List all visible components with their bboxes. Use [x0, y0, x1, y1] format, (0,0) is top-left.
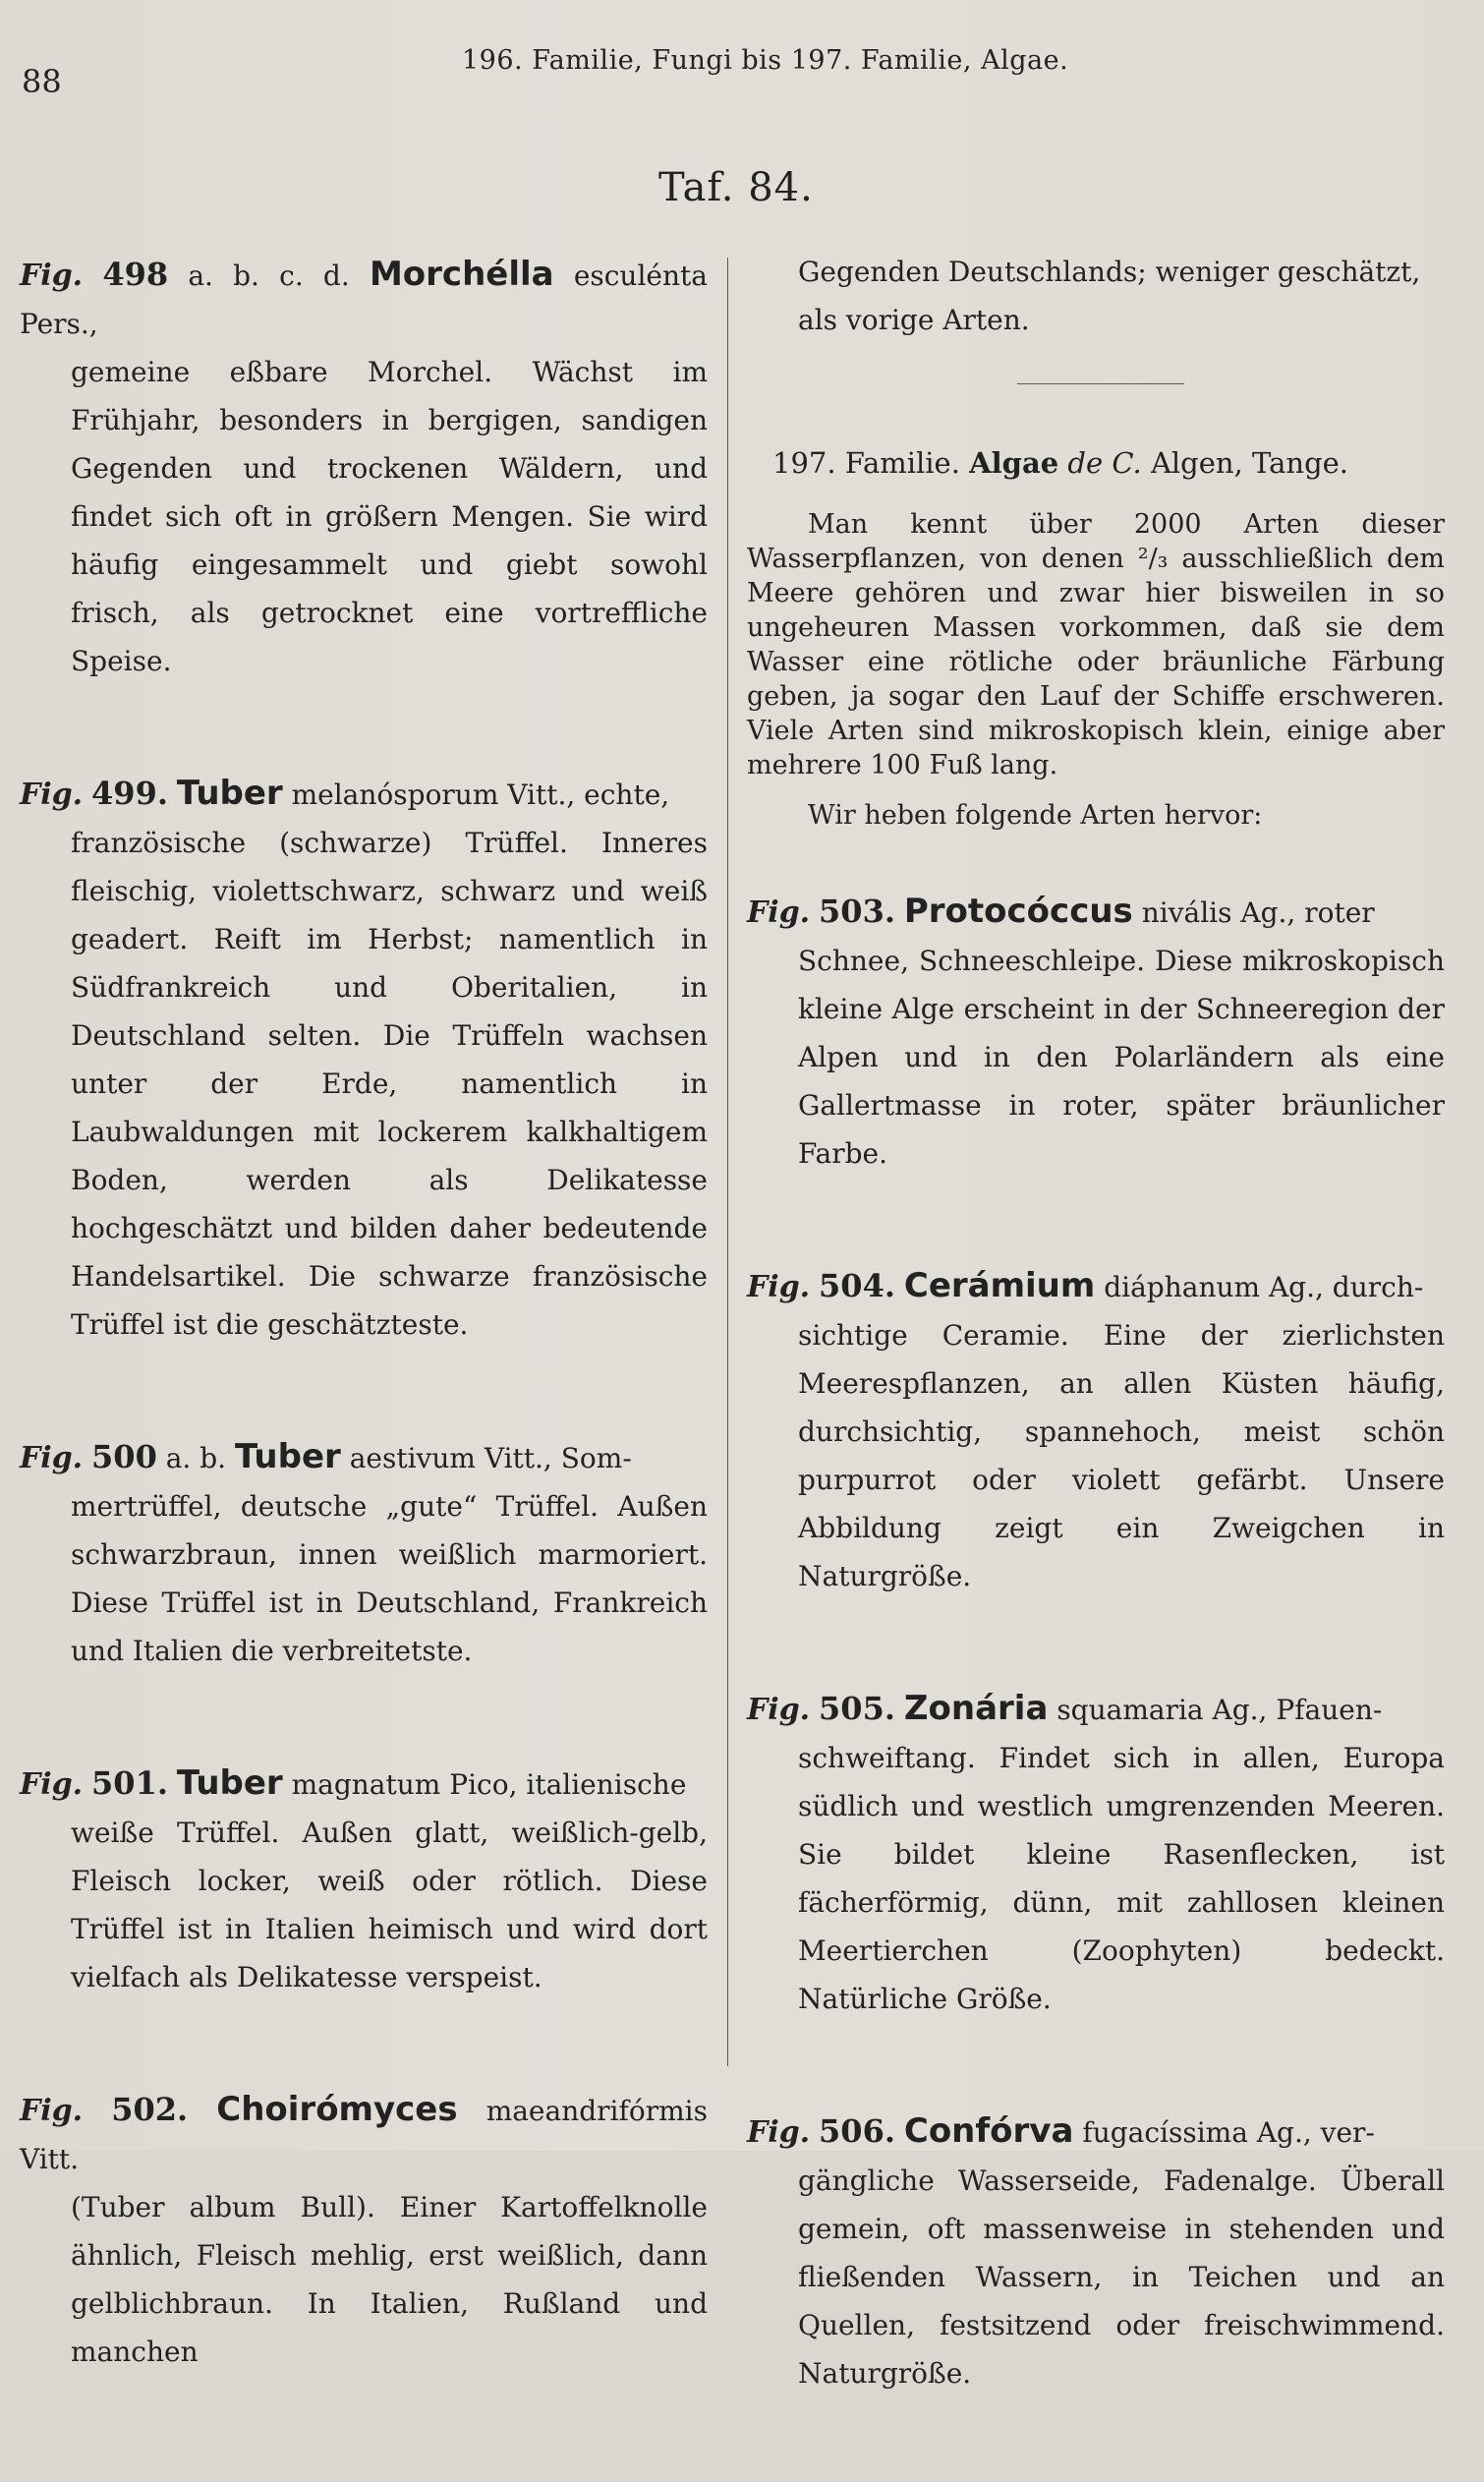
fig-label: Fig.	[747, 1693, 811, 1727]
fig-label: Fig.	[20, 2094, 84, 2128]
fig-number: 505.	[819, 1690, 895, 1727]
fig-number: 504.	[819, 1267, 895, 1304]
entry-text: französische (schwarze) Trüffel. Inneres fleischig, violettschwarz, schwarz und weiß geadert. Reift im Herbst; namentlich in Südfrankreich und Oberitalien, in Deutschland selten. Die Trüffeln wachsen unter der Erde, namentlich in Laubwaldungen mit lockerem kalkhaltigem Boden, werden als Delikatesse hochgeschätzt und bilden daher bedeutende Handelsartikel. Die schwarze französische Trüffel ist die geschätzteste.	[71, 827, 708, 1341]
entry-text: weiße Trüffel. Außen glatt, weißlich-gelb, Fleisch locker, weiß oder rötlich. Diese Trüffel ist in Italien heimisch und wird dort vielfach als Delikatesse verspeist.	[71, 1817, 708, 1993]
entry-text: (Tuber album Bull). Einer Kartoffelknolle ähnlich, Fleisch mehlig, erst weißlich, dann gelblichbraun. In Italien, Rußland und manchen	[71, 2191, 708, 2368]
fig-number: 503.	[819, 893, 895, 930]
fig-number: 498	[102, 256, 169, 293]
species-name: fugacíssima Ag., ver-	[1082, 2116, 1375, 2149]
continuation-text: Gegenden Deutschlands; weniger geschätzt, als vorige Arten.	[798, 256, 1421, 336]
entry-fig-505	[747, 1685, 1445, 2023]
fig-label: Fig.	[747, 895, 811, 930]
entry-fig-503	[747, 888, 1445, 1178]
fig-number: 502.	[111, 2091, 189, 2128]
fig-label: Fig.	[20, 1767, 84, 1802]
family-heading	[772, 439, 1445, 488]
genus-name: Confórva	[903, 2111, 1074, 2151]
family-common-name: Algen, Tange.	[1150, 446, 1349, 480]
genus-name: Tuber	[176, 774, 283, 813]
species-name: maeandrifórmis Vitt.	[20, 2095, 708, 2175]
species-name: magnatum Pico, italienische	[291, 1768, 687, 1801]
entry-fig-498	[20, 251, 708, 685]
genus-name: Tuber	[234, 1437, 341, 1476]
species-name: diáphanum Ag., durch-	[1104, 1271, 1424, 1303]
species-name: melanósporum Vitt., echte,	[291, 779, 670, 811]
genus-name: Tuber	[176, 1763, 283, 1803]
entry-fig-502	[20, 2086, 708, 2376]
fig-number: 501.	[91, 1764, 168, 1802]
fig-label: Fig.	[20, 1441, 84, 1475]
entry-fig-506	[747, 2107, 1445, 2397]
entry-fig-504	[747, 1262, 1445, 1600]
left-column	[20, 251, 708, 2460]
genus-name: Zonária	[903, 1689, 1049, 1728]
fig-sub: a. b.	[165, 1442, 227, 1474]
fig-number: 506.	[819, 2112, 895, 2150]
fig-label: Fig.	[747, 2115, 811, 2150]
species-name: squamaria Ag., Pfauen-	[1056, 1694, 1383, 1726]
section-separator	[1017, 383, 1184, 384]
entry-text: gemeine eßbare Morchel. Wächst im Frühjahr, besonders in bergigen, sandigen Gegenden und trockenen Wäldern, und findet sich oft in größern Mengen. Sie wird häufig eingesammelt und giebt sowohl frisch, als getrocknet eine vortreffliche Speise.	[71, 356, 708, 677]
genus-name: Cerámium	[903, 1266, 1096, 1305]
species-name: esculénta Pers.,	[20, 260, 708, 340]
entry-text: gängliche Wasserseide, Fadenalge. Überall gemein, oft massenweise in stehenden und fließenden Wassern, in Teichen und an Quellen, festsitzend oder freischwimmend. Naturgröße.	[798, 2165, 1445, 2390]
fig-label: Fig.	[747, 1270, 811, 1304]
species-name: nivális Ag., roter	[1141, 896, 1375, 929]
entry-text: schweiftang. Findet sich in allen, Europa südlich und westlich umgrenzenden Meeren. Sie bildet kleine Rasenflecken, ist fächerförmig, dünn, mit zahllosen kleinen Meertierchen (Zoophyten) bedeckt. Natürliche Größe.	[798, 1742, 1445, 2015]
genus-name: Protocóccus	[903, 892, 1133, 931]
genus-name: Morchélla	[369, 255, 554, 294]
entry-fig-500	[20, 1433, 708, 1675]
family-name: Algae	[969, 446, 1059, 480]
family-intro-list-lead: Wir heben folgende Arten hervor:	[808, 800, 1263, 831]
column-divider	[727, 258, 728, 2066]
entry-fig-501	[20, 1760, 708, 2001]
right-column	[747, 248, 1445, 2482]
fig-number: 499.	[91, 775, 168, 812]
genus-name: Choirómyces	[216, 2090, 458, 2129]
plate-title: Taf. 84.	[658, 165, 814, 210]
species-name: aestivum Vitt., Som-	[349, 1442, 632, 1474]
entry-text: mertrüffel, deutsche „gute“ Trüffel. Außen schwarzbraun, innen weißlich marmoriert. Diese Trüffel ist in Deutschland, Frankreich und Italien die verbreitetste.	[71, 1490, 708, 1667]
page-number: 88	[22, 63, 62, 100]
fig-sub: a. b. c. d.	[188, 260, 350, 292]
entry-text: sichtige Ceramie. Eine der zierlichsten Meerespflanzen, an allen Küsten häufig, durchsichtig, spannehoch, meist schön purpurrot oder violett gefärbt. Unsere Abbildung zeigt ein Zweigchen in Naturgröße.	[798, 1319, 1445, 1592]
running-head: 196. Familie, Fungi bis 197. Familie, Algae.	[462, 45, 1069, 76]
family-number: 197. Familie.	[772, 446, 960, 480]
family-intro: Man kennt über 2000 Arten dieser Wasserpflanzen, von denen ²/₃ ausschließlich dem Meere gehören und zwar hier bisweilen in so ungeheuren Massen vorkommen, daß sie dem Wasser eine rötliche oder bräunliche Färbung geben, ja sogar den Lauf der Schiffe erschweren. Viele Arten sind mikroskopisch klein, einige aber mehrere 100 Fuß lang.	[747, 509, 1445, 780]
fig-label: Fig.	[20, 778, 84, 812]
fig-number: 500	[91, 1438, 157, 1475]
entry-fig-499	[20, 770, 708, 1349]
entry-text: Schnee, Schneeschleipe. Diese mikroskopisch kleine Alge erscheint in der Schneeregion der Alpen und in den Polarländern als eine Gallertmasse in roter, später bräunlicher Farbe.	[798, 945, 1445, 1170]
family-author: de C.	[1067, 446, 1142, 480]
fig-label: Fig.	[20, 259, 84, 293]
